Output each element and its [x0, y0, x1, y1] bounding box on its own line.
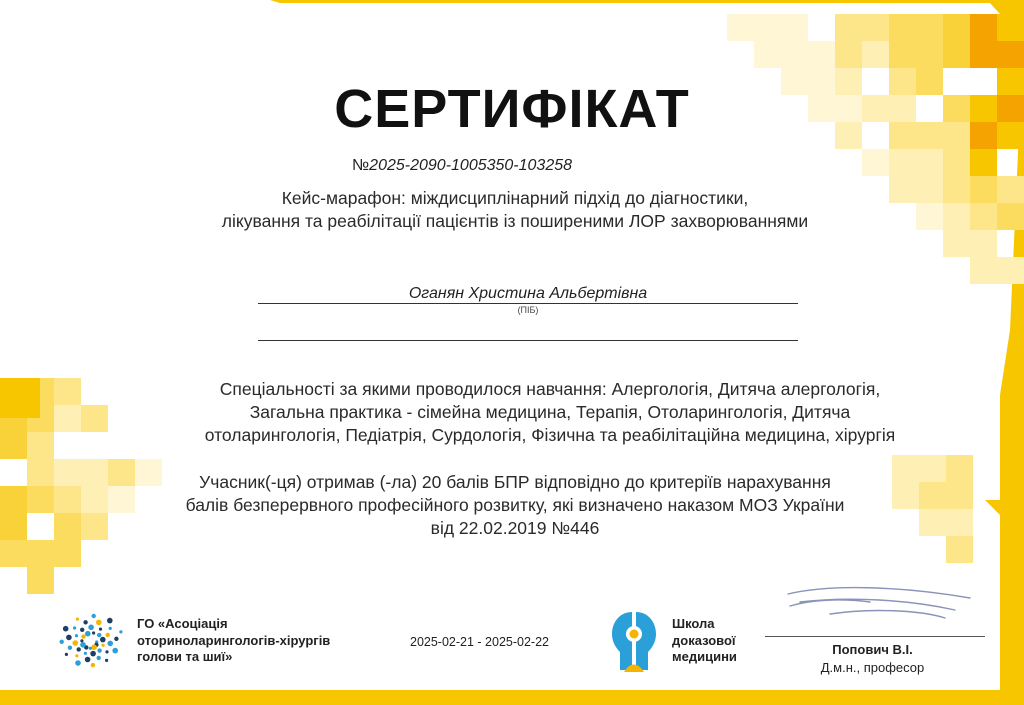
course-title	[150, 187, 880, 233]
specialties-line2: Загальна практика - сімейна медицина, Терапія, Отоларингологія, Дитяча	[249, 402, 851, 422]
school-name	[672, 616, 737, 666]
course-title-line2: лікування та реабілітації пацієнтів із поширеними ЛОР захворюваннями	[221, 211, 809, 231]
bottom-stripe	[0, 690, 1024, 705]
organizer-name	[137, 616, 397, 666]
school-line2: доказової	[672, 632, 736, 648]
number-prefix: №	[352, 157, 370, 174]
signature-line	[765, 636, 985, 637]
name-underline	[258, 303, 798, 304]
participant-name: Оганян Христина Альбертівна	[408, 285, 648, 302]
name-caption: (ПІБ)	[517, 305, 539, 315]
school-logo-icon	[606, 608, 662, 676]
specialties-text	[110, 378, 990, 447]
signer-degree: Д.м.н., професор	[820, 660, 925, 675]
points-line1: Учасник(-ця) отримав (-ла) 20 балів БПР відповідно до критеріїв нарахування	[199, 472, 831, 492]
school-line3: медицини	[672, 649, 737, 664]
organizer-line2: оториноларингологів-хірургів	[137, 632, 331, 648]
organizer-line3: голови та шиї»	[137, 649, 233, 664]
certificate-number	[352, 157, 572, 175]
association-logo-icon	[55, 604, 130, 676]
points-line2: балів безперервного професійного розвитку, які визначено наказом МОЗ України	[185, 495, 845, 515]
certificate-title: СЕРТИФІКАТ	[334, 79, 690, 139]
points-line3: від 22.02.2019 №446	[430, 518, 600, 538]
signature-icon	[770, 580, 990, 640]
points-text	[100, 471, 930, 540]
course-title-line1: Кейс-марафон: міждисциплінарний підхід до діагностики,	[281, 188, 749, 208]
event-dates: 2025-02-21 - 2025-02-22	[410, 635, 549, 649]
organizer-line1: ГО «Асоціація	[137, 616, 228, 631]
specialties-line3: отоларингологія, Педіатрія, Сурдологія, Фізична та реабілітаційна медицина, хірургія	[204, 425, 896, 445]
school-line1: Школа	[672, 616, 715, 631]
number-value: 2025-2090-1005350-103258	[369, 157, 573, 174]
second-underline	[258, 340, 798, 341]
signer-name: Попович В.І.	[832, 642, 913, 657]
specialties-line1: Спеціальності за якими проводилося навчання: Алергологія, Дитяча алергологія,	[219, 379, 881, 399]
